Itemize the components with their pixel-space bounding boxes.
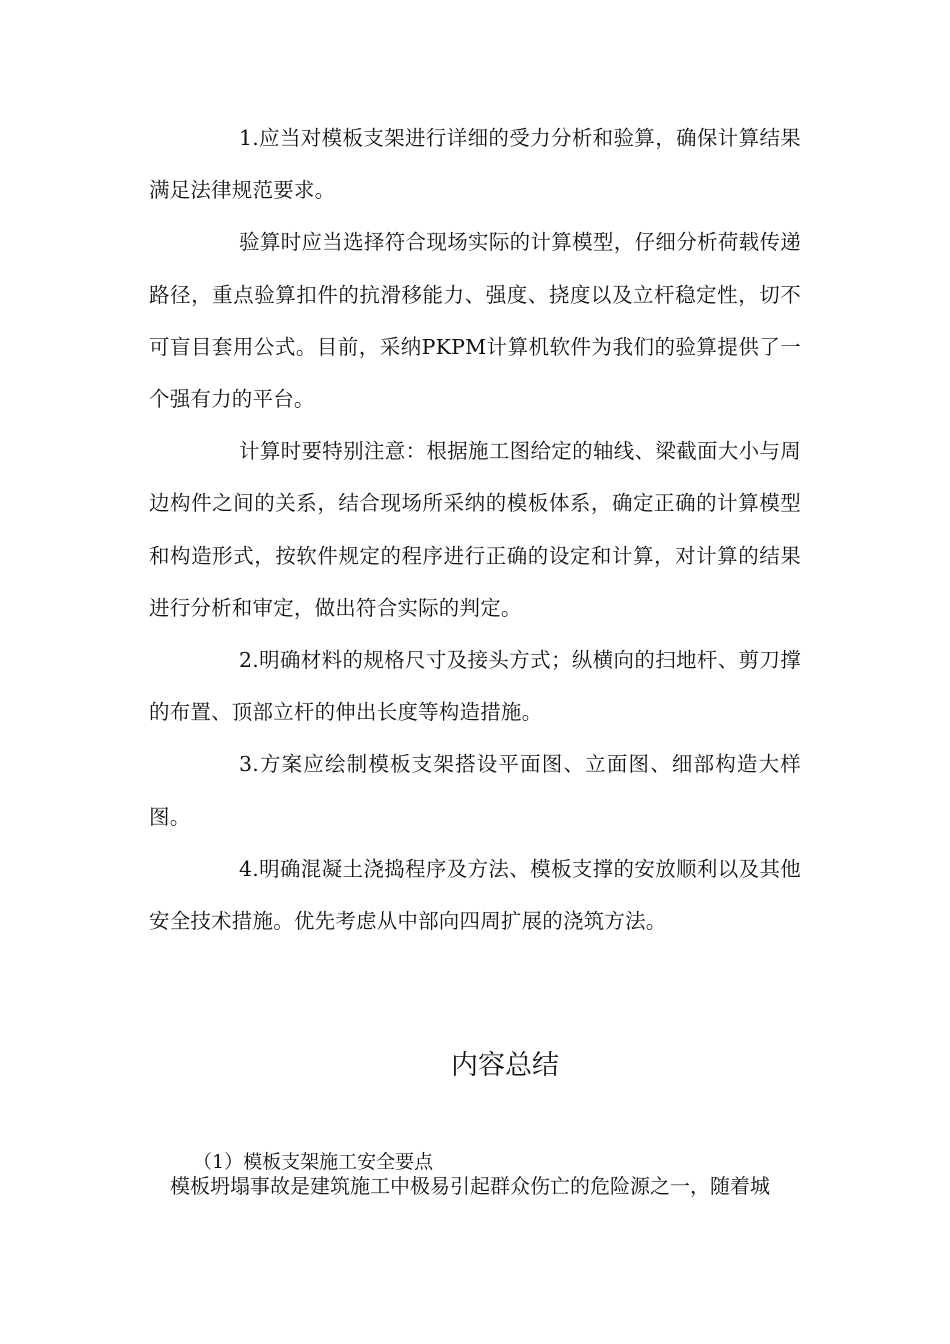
paragraph-6: 4.明确混凝土浇捣程序及方法、模板支撑的安放顺利以及其他安全技术措施。优先考虑从中部向四周扩展的浇筑方法。 (149, 856, 801, 934)
paragraph-2: 验算时应当选择符合现场实际的计算模型，仔细分析荷载传递路径，重点验算扣件的抗滑移能力、强度、挠度以及立杆稳定性，切不可盲目套用公式。目前，采纳PKPM计算机软件为我们的验算提供了一个强有力的平台。 (149, 230, 801, 412)
paragraph-5: 3.方案应绘制模板支架搭设平面图、立面图、细部构造大样图。 (149, 752, 801, 829)
summary-heading: （1）模板支架施工安全要点 (193, 1151, 434, 1173)
paragraph-1: 1.应当对模板支架进行详细的受力分析和验算，确保计算结果满足法律规范要求。 (149, 126, 801, 203)
body-text (149, 112, 801, 947)
summary-text: 模板坍塌事故是建筑施工中极易引起群众伤亡的危险源之一，随着城 (170, 1174, 770, 1198)
paragraph-4: 2.明确材料的规格尺寸及接头方式；纵横向的扫地杆、剪刀撑的布置、顶部立杆的伸出长度等构造措施。 (149, 648, 801, 725)
paragraph-3: 计算时要特别注意：根据施工图给定的轴线、梁截面大小与周边构件之间的关系，结合现场所采纳的模板体系，确定正确的计算模型和构造形式，按软件规定的程序进行正确的设定和计算，对计算的结果进行分析和审定，做出符合实际的判定。 (149, 439, 801, 620)
summary-title: 内容总结 (451, 1050, 559, 1081)
